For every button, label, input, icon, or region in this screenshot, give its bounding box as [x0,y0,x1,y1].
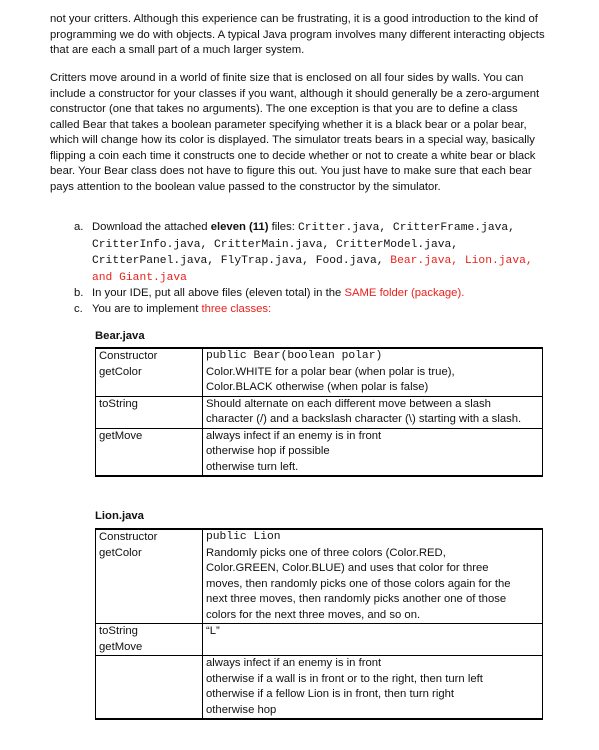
method-desc-column [203,348,543,396]
table-row [96,396,543,428]
method-desc [203,428,543,476]
step-text: You are to implement [92,302,202,315]
world-paragraph: Critters move around in a world of finite size that is enclosed on all four sides by walls. You can include a constructor for your classes if you want, although it should generally be a zero-argument constructor (one that takes no arguments). The one exception is that you are to define a class called Bear that takes a boolean parameter specifying whether it is a black bear or a polar bear, which will change how its color is displayed. The simulator treats bears in a special way, basically flipping a coin each time it constructs one to decide whether or not to create a white bear or black bear. Your Bear class does not have to figure this out. You just have to make sure that each bear pays attention to the boolean value passed to the constructor by the simulator. [50,72,540,193]
step-text: In your IDE, put all above files (eleven total) in the [92,287,345,299]
table-row [96,348,543,396]
method-desc-line: next three moves, then randomly picks another one of those [206,593,507,605]
step-files-word: files: [268,221,298,233]
method-name: toString [96,396,203,428]
method-desc [203,396,543,428]
step-text: Download the attached [92,221,211,233]
method-desc-line: public Bear(boolean polar) [206,350,383,362]
bear-section-title: Bear.java [95,330,145,342]
method-name: toString [99,625,138,637]
method-desc-column [203,624,543,656]
table-row [96,656,543,720]
method-desc-line: colors for the next three moves, and so on. [206,608,421,621]
lion-section-title: Lion.java [95,510,144,522]
method-desc-line: “L” [206,625,220,637]
file-count: eleven (11) [210,221,269,233]
file-list: Critter.java, CritterFrame.java, CritterInfo.java, CritterMain.java, CritterModel.java, CritterPanel.java, FlyTrap.java, Food.java, [92,222,515,267]
method-desc-line: public Lion [206,531,281,543]
step-b [74,286,544,302]
method-name-column [96,348,203,396]
method-name-spacer [96,656,203,720]
method-desc-line: Color.WHITE for a polar bear (when polar is true), [206,365,455,378]
method-desc-line: otherwise hop if possible [206,445,330,457]
method-name: Constructor [99,350,158,362]
method-desc-line: always infect if an enemy is in front [206,657,382,669]
method-desc [203,656,543,720]
method-name: getMove [99,640,143,653]
method-name: getMove [96,428,203,476]
lion-spec-table [95,528,543,720]
method-desc-line: character (/) and a backslash character (\) starting with a slash. [206,413,522,425]
step-a [74,220,544,286]
step-highlight: SAME folder (package). [344,287,465,299]
method-desc-column [203,529,543,624]
step-c [74,302,544,318]
instruction-list [74,220,544,317]
file-list-highlight: Bear.java, Lion.java, and Giant.java [92,255,533,284]
step-highlight: three classes: [201,302,272,315]
method-name-column [96,529,203,624]
method-name-column [96,624,203,656]
method-desc-line: Should alternate on each different move between a slash [206,397,491,410]
method-desc-line: otherwise if a fellow Lion is in front, then turn right [206,688,455,700]
table-row [96,529,543,624]
method-desc-line: otherwise hop [206,703,277,716]
method-desc-line: always infect if an enemy is in front [206,429,382,442]
method-name: Constructor [99,531,158,543]
method-name: getColor [99,365,142,378]
method-desc-line: otherwise if a wall is in front or to the right, then turn left [206,672,483,685]
table-row [96,428,543,476]
method-name: getColor [99,546,142,559]
step-marker: c. [74,302,83,315]
method-desc-line: Color.BLACK otherwise (when polar is false) [206,381,429,393]
bear-spec-table [95,347,543,477]
method-desc-line: moves, then randomly picks one of those colors again for the [206,577,511,590]
intro-paragraph: not your critters. Although this experience can be frustrating, it is a good introduction to the kind of programming we do with objects. A typical Java program involves many different interacting objects that are each a small part of a much larger system. [50,13,545,56]
step-marker: b. [74,287,84,299]
table-row [96,624,543,656]
step-marker: a. [74,221,84,233]
method-desc-line: Color.GREEN, Color.BLUE) and uses that color for three [206,562,489,574]
method-desc-line: Randomly picks one of three colors (Color.RED, [206,546,446,559]
method-desc-line: otherwise turn left. [206,460,299,473]
